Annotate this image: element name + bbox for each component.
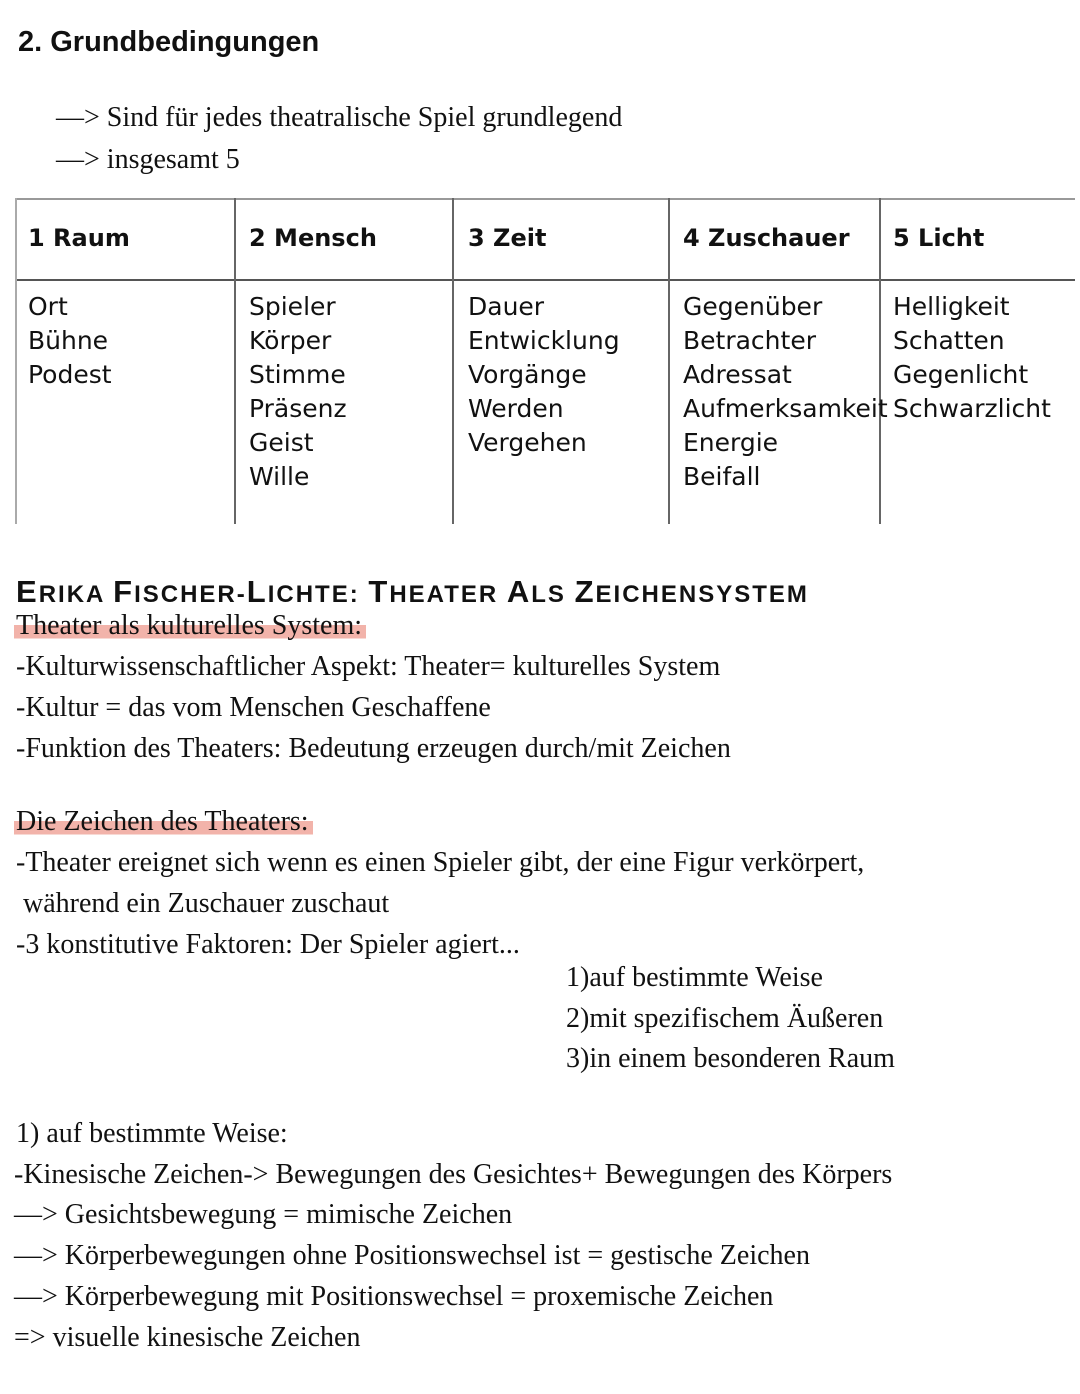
table-cell: Präsenz bbox=[249, 394, 347, 423]
factor-item: 3)in einem besonderen Raum bbox=[566, 1043, 895, 1074]
conditions-table bbox=[15, 198, 1075, 524]
table-cell-list bbox=[893, 290, 1051, 426]
factor-item: 2)mit spezifischem Äußeren bbox=[566, 1003, 884, 1034]
table-cell: Gegenlicht bbox=[893, 360, 1029, 389]
table-cell: Werden bbox=[468, 394, 564, 423]
table-header-cell: 3 Zeit bbox=[468, 224, 547, 252]
table-column-divider bbox=[668, 198, 670, 524]
table-cell: Dauer bbox=[468, 292, 545, 321]
table-cell: Körper bbox=[249, 326, 332, 355]
body-line: —> Gesichtsbewegung = mimische Zeichen bbox=[14, 1199, 513, 1230]
table-cell: Aufmerksamkeit bbox=[683, 394, 888, 423]
table-cell: Schwarzlicht bbox=[893, 394, 1051, 423]
body-line: —> Körperbewegung mit Positionswechsel = proxemische Zeichen bbox=[14, 1281, 774, 1312]
table-header-cell: 1 Raum bbox=[28, 224, 130, 252]
table-column-divider bbox=[452, 198, 454, 524]
table-cell: Helligkeit bbox=[893, 292, 1010, 321]
table-cell: Podest bbox=[28, 360, 112, 389]
table-header-cell: 4 Zuschauer bbox=[683, 224, 850, 252]
table-cell: Wille bbox=[249, 462, 310, 491]
subheading-highlighted bbox=[16, 610, 366, 642]
body-line: -Kulturwissenschaftlicher Aspekt: Theater= kulturelles System bbox=[16, 651, 721, 682]
table-cell-list bbox=[683, 290, 888, 494]
table-cell: Spieler bbox=[249, 292, 336, 321]
table-cell: Gegenüber bbox=[683, 292, 823, 321]
table-header-cell: 2 Mensch bbox=[249, 224, 377, 252]
table-cell-list bbox=[249, 290, 347, 494]
factor-item: 1)auf bestimmte Weise bbox=[566, 962, 823, 993]
table-cell: Entwicklung bbox=[468, 326, 620, 355]
table-cell: Energie bbox=[683, 428, 779, 457]
subheading-text: Theater als kulturelles System: bbox=[14, 610, 366, 641]
table-header-divider bbox=[15, 279, 1075, 281]
table-cell: Vorgänge bbox=[468, 360, 587, 389]
body-line: -Theater ereignet sich wenn es einen Spieler gibt, der eine Figur verkörpert, bbox=[16, 847, 865, 878]
table-header-cell: 5 Licht bbox=[893, 224, 985, 252]
intro-line: —> insgesamt 5 bbox=[56, 144, 240, 175]
table-top-border bbox=[15, 198, 1075, 200]
table-cell: Adressat bbox=[683, 360, 792, 389]
table-column-divider bbox=[15, 198, 17, 524]
table-cell: Ort bbox=[28, 292, 68, 321]
body-line: -Kinesische Zeichen-> Bewegungen des Gesichtes+ Bewegungen des Körpers bbox=[14, 1159, 893, 1190]
subheading-text: Die Zeichen des Theaters: bbox=[14, 806, 313, 837]
body-line: => visuelle kinesische Zeichen bbox=[14, 1322, 361, 1353]
table-cell: Vergehen bbox=[468, 428, 587, 457]
subheading-highlighted bbox=[16, 806, 313, 838]
subheading: 1) auf bestimmte Weise: bbox=[16, 1118, 288, 1149]
body-line: -Funktion des Theaters: Bedeutung erzeugen durch/mit Zeichen bbox=[16, 733, 731, 764]
body-line: während ein Zuschauer zuschaut bbox=[16, 888, 390, 919]
table-cell: Stimme bbox=[249, 360, 346, 389]
table-cell: Beifall bbox=[683, 462, 761, 491]
body-line: —> Körperbewegungen ohne Positionswechsel ist = gestische Zeichen bbox=[14, 1240, 810, 1271]
table-cell: Schatten bbox=[893, 326, 1005, 355]
table-cell: Geist bbox=[249, 428, 314, 457]
table-cell-list bbox=[468, 290, 620, 460]
page-heading: 2. Grundbedingungen bbox=[18, 26, 320, 58]
intro-line: —> Sind für jedes theatralische Spiel grundlegend bbox=[56, 102, 623, 133]
table-column-divider bbox=[234, 198, 236, 524]
section-title: ERIKA FISCHER-LICHTE: THEATER ALS ZEICHENSYSTEM bbox=[16, 574, 809, 609]
table-cell-list bbox=[28, 290, 112, 392]
table-cell: Betrachter bbox=[683, 326, 816, 355]
table-cell: Bühne bbox=[28, 326, 109, 355]
body-line: -Kultur = das vom Menschen Geschaffene bbox=[16, 692, 491, 723]
body-line: -3 konstitutive Faktoren: Der Spieler agiert... bbox=[16, 929, 520, 960]
